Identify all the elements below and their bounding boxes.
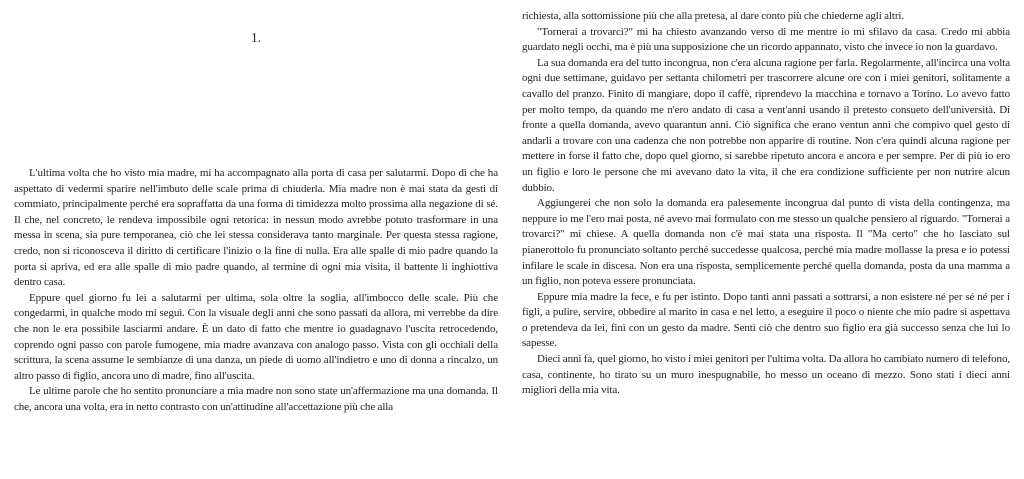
paragraph: Eppure quel giorno fu lei a salutarmi per ultima, sola oltre la soglia, all'imbocco delle scale. Più che congedarmi, in qualche modo mi seguì. Con la visuale degli anni che sono passati da allora, mi verrebbe da dire che non le era possibile lasciarmi andare. È un dato di fatto che mentre io guadagnavo l'uscita retrocedendo, coprendo ogni passo con parole fumogene, mia madre avanzava con analogo passo. Vista con gli occhiali della scrittura, la scena assume le sembianze di una danza, un piede di uomo all'indietro e uno di donna a rincalzo, un altro passo di figlio, ancora uno di madre, fino all'uscita. [14, 291, 498, 382]
paragraph: L'ultima volta che ho visto mia madre, mi ha accompagnato alla porta di casa per salutarmi. Dopo di che ha aspettato di vedermi sparire nell'imbuto delle scale prima di chiuderla. Mia madre non è mai stata da gesti di commiato, principalmente perché era sopraffatta da una forma di timidezza molto prossima alla negazione di sé. Il che, nel concreto, le rendeva impossibile ogni retorica: in nessun modo avrebbe potuto trasformare in una messa in scena, sia pure temporanea, ciò che lei stessa considerava tanto marginale. Per questa stessa ragione, credo, non si riconosceva il diritto di certificare l'inizio o la fine di nulla. Era alle spalle di mio padre quando la porta si apriva, ed era alle spalle di mio padre quando, al termine di ogni mia visita, il battente li inghiottiva dentro casa. [14, 167, 498, 289]
right-column-text [522, 9, 1010, 399]
left-column-text [14, 166, 498, 416]
left-column [14, 0, 498, 416]
paragraph: Aggiungerei che non solo la domanda era palesemente incongrua dal punto di vista della contingenza, ma neppure io me l'ero mai posta, né avevo mai formulato con me stesso un qualche pensiero al riguardo. "Tornerai a trovarci?" mi chiese. A quella domanda non c'è mai stata una risposta. Il "Ma certo" che ho lasciato sul pianerottolo fu pronunciato soltanto perché succedesse qualcosa, perché mia madre mollasse la presa e io potessi infilare le scale in discesa. Non era una risposta, semplicemente perché quella domanda, posta da una mamma a un figlio, non poteva essere pronunciata. [522, 197, 1010, 288]
paragraph: Le ultime parole che ho sentito pronunciare a mia madre non sono state un'affermazione ma una domanda. Il che, ancora una volta, era in netto contrasto con un'attitudine all'accettazione più che alla [14, 385, 498, 413]
paragraph: Eppure mia madre la fece, e fu per istinto. Dopo tanti anni passati a sottrarsi, a non esistere né per sé né per i figli, a pulire, servire, obbedire al marito in casa e nel letto, a eseguire il poco o niente che mio padre si aspettava o pretendeva da lei, finì con un gesto da madre. Sentì ciò che dentro suo figlio era già successo senza che lui lo sapesse. [522, 290, 1010, 350]
paragraph: La sua domanda era del tutto incongrua, non c'era alcuna ragione per farla. Regolarmente, all'incirca una volta ogni due settimane, guidavo per settanta chilometri per trascorrere alcune ore con i miei genitori, solitamente a cavallo del pranzo. Finito di mangiare, dopo il caffè, riprendevo la macchina e tornavo a Torino. Lo avevo fatto per molto tempo, da quando me n'ero andato di casa a vent'anni usando il pretesto consueto dell'università. Di fronte a quella domanda, avevo quarantun anni. Ciò significa che erano ventun anni che compivo quel gesto di andarli a trovare con una cadenza che non potrebbe non apparire di routine. Non c'era quindi alcuna ragione per mettere in forse il fatto che, dopo quel giorno, si sarebbe ripetuto ancora e ancora e per sempre. Per di più io ero un figlio e loro le persone che mi avevano dato la vita, il che era condizione sufficiente per non nutrire alcun dubbio. [522, 56, 1010, 194]
paragraph: "Tornerai a trovarci?" mi ha chiesto avanzando verso di me mentre io mi sfilavo da casa. Credo mi abbia guardato negli occhi, ma è più una supposizione che un ricordo appannato, visto che invece io non la guardavo. [522, 25, 1010, 54]
chapter-number: 1. [250, 30, 262, 45]
right-column [522, 0, 1010, 399]
paragraph-continuation: richiesta, alla sottomissione più che alla pretesa, al dare conto più che chiederne agli altri. [522, 10, 905, 22]
paragraph: Dieci anni fa, quel giorno, ho visto i miei genitori per l'ultima volta. Da allora ho cambiato numero di telefono, casa, continente, ho tirato su un muro inespugnabile, ho messo un oceano di mezzo. Sono stati i dieci anni migliori della mia vita. [522, 353, 1010, 397]
